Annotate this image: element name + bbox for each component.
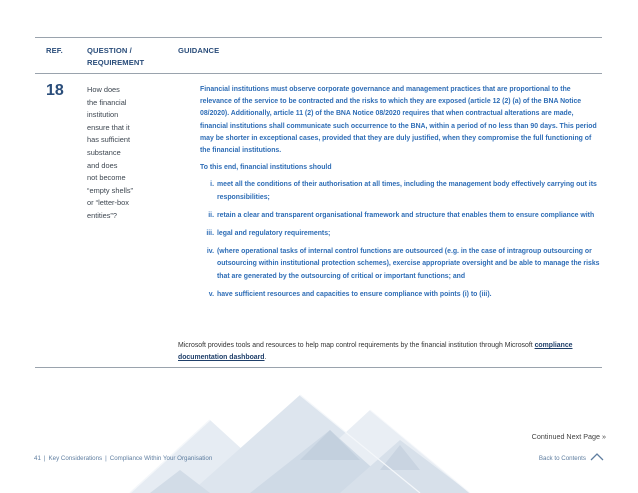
guidance-list-item	[200, 179, 600, 203]
guidance-text	[200, 84, 600, 307]
guidance-column-header: GUIDANCE	[178, 46, 220, 55]
question-line: or “letter-box	[87, 198, 129, 208]
chevron-up-icon[interactable]	[590, 452, 604, 462]
compliance-dashboard-link[interactable]: compliance documentation dashboard	[178, 342, 573, 361]
guidance-list-item	[200, 246, 600, 283]
guidance-list-item	[200, 210, 600, 222]
question-line: the financial	[87, 97, 127, 107]
footnote-end: .	[264, 354, 267, 361]
question-line: not become	[87, 173, 126, 183]
footer-section-2[interactable]: Compliance Within Your Organisation	[109, 455, 213, 462]
list-item-number: v.	[208, 290, 214, 298]
continued-next-page[interactable]: Continued Next Page »	[531, 432, 606, 441]
guidance-intro: To this end, financial institutions should	[200, 164, 332, 172]
list-item-number: iii.	[206, 230, 214, 238]
list-item-text: meet all the conditions of their authorisation at all times, including the management body effectively carrying out its responsibilities;	[217, 181, 597, 201]
list-item-text: legal and regulatory requirements;	[217, 230, 331, 238]
question-line: has sufficient	[87, 135, 131, 145]
question-line: entities”?	[87, 210, 117, 220]
back-to-contents-link[interactable]: Back to Contents	[538, 455, 586, 462]
question-line: ensure that it	[87, 122, 130, 132]
page-number: 41	[34, 455, 41, 462]
table-header-rule	[35, 73, 602, 74]
list-item-number: iv.	[206, 248, 214, 256]
question-line: institution	[87, 110, 119, 120]
question-line: and does	[87, 160, 118, 170]
ref-column-header: REF.	[46, 46, 63, 55]
list-item-text: have sufficient resources and capacities to ensure compliance with points (i) to (iii).	[217, 290, 492, 298]
guidance-list-item	[200, 289, 600, 301]
question-line: substance	[87, 147, 121, 157]
question-line: How does	[87, 85, 120, 94]
ref-number: 18	[46, 82, 64, 99]
question-text	[87, 84, 167, 223]
list-item-number: ii.	[208, 211, 214, 219]
question-column-header: QUESTION / REQUIREMENT	[87, 46, 145, 67]
footnote-text: Microsoft provides tools and resources to help map control requirements by the financial institution through Microsoft	[178, 342, 535, 349]
list-item-text: retain a clear and transparent organisational framework and structure that enables them to ensure compliance with	[217, 211, 595, 219]
guidance-list-item	[200, 228, 600, 240]
footer-breadcrumb: 41 | Key Considerations | Compliance Within Your Organisation	[34, 455, 213, 462]
footer-section-1[interactable]: Key Considerations	[48, 455, 103, 462]
footnote	[178, 340, 598, 364]
table-bottom-rule	[35, 367, 602, 368]
list-item-text: (where operational tasks of internal control functions are outsourced (e.g. in the case of intragroup outsourcing or outsourcing within institutional protection schemes), exercise appropriate oversight and be able to manage the risks that are generated by the outsourcing of critical or important functions; and	[217, 248, 600, 280]
table-top-rule	[35, 37, 602, 38]
guidance-paragraph: Financial institutions must observe corporate governance and management practices that are proportional to the relevance of the service to be contracted and the risks to which they are exposed (article 12 (2) (a) of the BNA Notice 08/2020). Additionally, article 11 (2) of the BNA Notice 08/2020 requires that when contractual alterations are made, financial institutions shall communicate such occurrence to the BNA, within a period of no less than 90 days. This period may be shorter in exceptional cases, provided that they are duly justified, when they compromise the full functioning of the financial institutions.	[200, 86, 597, 155]
guidance-list	[200, 179, 600, 301]
question-line: “empty shells”	[87, 185, 133, 195]
list-item-number: i.	[210, 181, 214, 189]
